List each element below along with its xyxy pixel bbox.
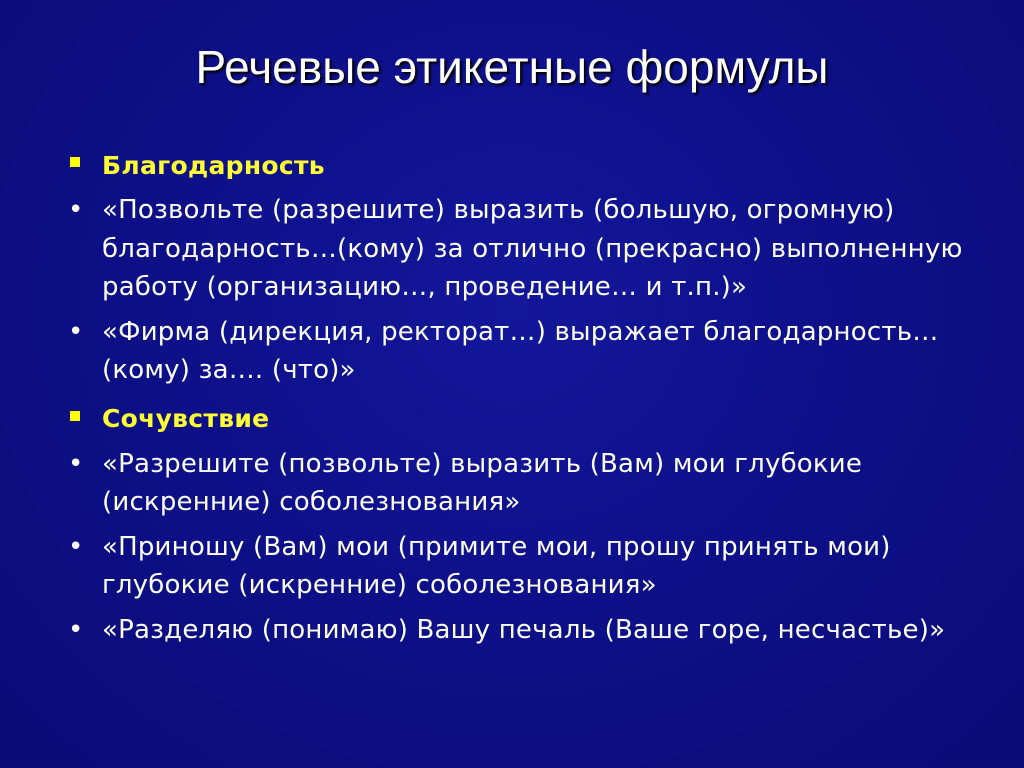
section-heading-label: Сочувствие (102, 404, 270, 433)
bullet-dot-icon: • (68, 195, 84, 225)
square-bullet-icon (70, 411, 80, 421)
section-heading-sympathy (68, 396, 968, 442)
slide-content (68, 142, 968, 655)
section-heading-label: Благодарность (102, 150, 325, 180)
section-heading-gratitude (68, 142, 968, 188)
bullet-dot-icon: • (68, 448, 84, 479)
bullet-dot-icon: • (68, 316, 84, 347)
list-item (68, 313, 968, 390)
bullet-dot-icon: • (68, 531, 84, 562)
square-bullet-icon (70, 157, 80, 167)
list-item (68, 528, 968, 605)
list-item-text: «Позвольте (разрешите) выразить (большую, огромную) благодарность…(кому) за отлично (прекрасно) выполненную работу (организацию…, проведение… и т.п.)» (102, 195, 963, 302)
list-item (68, 445, 968, 522)
slide-title: Речевые этикетные формулы (195, 41, 829, 93)
list-item-text: «Приношу (Вам) мои (примите мои, прошу принять мои) глубокие (искренние) соболезнования» (102, 531, 891, 600)
bullet-dot-icon: • (68, 614, 84, 645)
list-item-text: «Разделяю (понимаю) Вашу печаль (Ваше горе, несчастье)» (102, 614, 946, 645)
list-item (68, 611, 968, 650)
list-item-text: «Разрешите (позвольте) выразить (Вам) мои глубокие (искренние) соболезнования» (102, 448, 863, 517)
list-item-text: «Фирма (дирекция, ректорат…) выражает благодарность… (кому) за…. (что)» (102, 316, 939, 385)
list-item (68, 191, 968, 307)
